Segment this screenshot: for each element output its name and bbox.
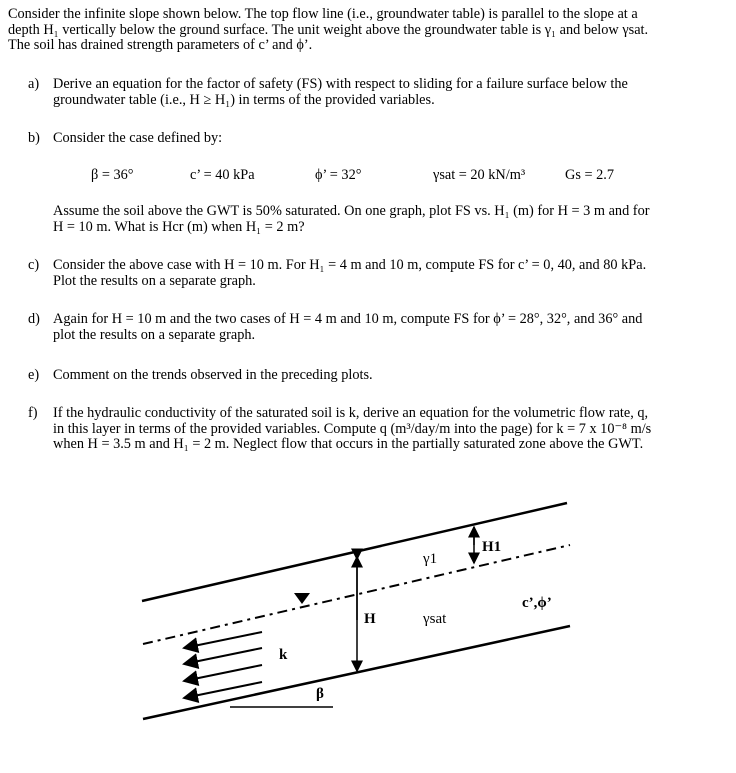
intro-line: Consider the infinite slope shown below. The top flow line (i.e., groundwater table) is parallel to the slope at a: [8, 6, 638, 22]
strength-params-label: c’,ϕ’: [522, 595, 552, 611]
h-label: H: [364, 611, 376, 627]
item-text: Assume the soil above the GWT is 50% saturated. On one graph, plot FS vs. H₁ (m) for H = 3 m and for: [53, 203, 650, 219]
beta-label: β: [316, 686, 324, 702]
item-label: f): [28, 405, 38, 421]
item-text: Consider the above case with H = 10 m. For H₁ = 4 m and 10 m, compute FS for c’ = 0, 40, and 80 kPa.: [53, 257, 647, 273]
h1-label: H1: [482, 539, 502, 555]
item-label: b): [28, 130, 40, 146]
item-label: d): [28, 311, 40, 327]
intro-line: depth H₁ vertically below the ground surface. The unit weight above the groundwater table is γ₁ and below γsat.: [8, 21, 649, 38]
item-text: in this layer in terms of the provided variables. Compute q (m³/day/m into the page) for k = 7 x 10⁻⁸ m/s: [53, 420, 652, 437]
param-gamma-sat: γsat = 20 kN/m³: [433, 167, 526, 183]
item-text: Plot the results on a separate graph.: [53, 272, 256, 289]
k-label: k: [279, 647, 288, 663]
param-c: c’ = 40 kPa: [190, 167, 255, 183]
item-text: Again for H = 10 m and the two cases of H = 4 m and 10 m, compute FS for ϕ’ = 28°, 32°, and 36° and: [53, 311, 643, 327]
item-label: c): [28, 257, 40, 273]
item-text: H = 10 m. What is Hcr (m) when H₁ = 2 m?: [53, 218, 305, 235]
item-text: Consider the case defined by:: [53, 130, 223, 146]
item-text: Derive an equation for the factor of safety (FS) with respect to sliding for a failure surface below the: [53, 76, 628, 92]
param-phi: ϕ’ = 32°: [315, 167, 362, 183]
seepage-flow-arrows: [184, 632, 262, 698]
item-text: plot the results on a separate graph.: [53, 326, 256, 343]
gamma-sat-label: γsat: [423, 611, 447, 627]
intro-line: The soil has drained strength parameters of c’ and ϕ’.: [8, 37, 313, 53]
item-label: a): [28, 76, 40, 92]
item-label: e): [28, 367, 40, 383]
water-table-triangle-icon: [294, 593, 310, 604]
item-text: groundwater table (i.e., H ≥ H₁) in terms of the provided variables.: [53, 91, 435, 108]
item-text: when H = 3.5 m and H₁ = 2 m. Neglect flow that occurs in the partially saturated zone above the GWT.: [53, 436, 644, 452]
param-beta: β = 36°: [91, 167, 134, 183]
param-gs: Gs = 2.7: [565, 167, 614, 183]
item-text: Comment on the trends observed in the preceding plots.: [53, 367, 373, 383]
item-text: If the hydraulic conductivity of the saturated soil is k, derive an equation for the volumetric flow rate, q,: [53, 405, 649, 421]
ground-surface-line: [142, 503, 567, 601]
gamma1-label: γ1: [423, 551, 438, 567]
